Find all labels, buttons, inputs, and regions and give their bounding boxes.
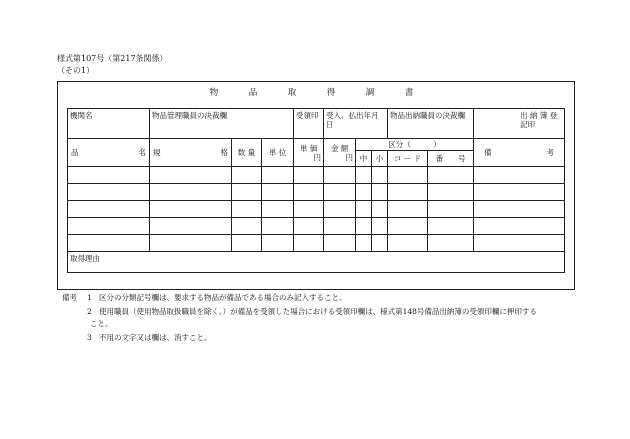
form-sub-number: （その1）: [57, 66, 95, 75]
receipt-stamp-cell[interactable]: [294, 109, 324, 139]
note-1-num: 1: [87, 293, 92, 302]
receipt-stamp-label: 受領印: [296, 111, 319, 120]
table-row[interactable]: [68, 167, 565, 184]
reason-label: 取得理由: [70, 254, 100, 263]
form-number: 様式第107号（第217条関係）: [57, 54, 168, 63]
col-spec-a: 規: [153, 148, 161, 157]
reason-row[interactable]: [68, 252, 565, 273]
col-remarks: [474, 139, 565, 167]
col-small: 小: [372, 151, 388, 167]
col-name-a: 品: [71, 148, 79, 157]
col-amount-label: 金 額: [330, 143, 349, 153]
col-code: コ ー ド: [388, 151, 428, 167]
notes-prefix: 備考: [62, 293, 77, 302]
note-2-num: 2: [87, 307, 92, 316]
agency-cell[interactable]: [68, 109, 150, 139]
note-3-text: 不用の文字又は欄は、消すこと。: [99, 333, 212, 342]
col-amount: [324, 139, 356, 167]
table-row[interactable]: [68, 201, 565, 218]
col-unit: 単 位: [262, 139, 294, 167]
col-remarks-b: 考: [546, 148, 555, 157]
date-label: 受入、払出年月日: [326, 111, 379, 129]
manager-decision-cell[interactable]: [150, 109, 294, 139]
ledger-stamp-cell[interactable]: [474, 109, 565, 139]
manager-decision-label: 物品管理職員の決裁欄: [152, 111, 227, 120]
form-title: 物 品 取 得 調 書: [209, 88, 425, 98]
note-3-num: 3: [87, 333, 92, 342]
col-remarks-a: 備: [484, 148, 492, 157]
agency-label: 機関名: [70, 111, 93, 120]
col-unit-price-yen: 円: [313, 152, 322, 162]
col-number: 番 号: [428, 151, 474, 167]
issue-decision-cell[interactable]: [388, 109, 474, 139]
col-unit-price-label: 単 価: [299, 143, 318, 153]
col-mid: 中: [356, 151, 372, 167]
col-class-header: 区分（ ）: [356, 139, 474, 151]
col-name-b: 名: [138, 148, 146, 157]
note-1-text: 区分の分類記号欄は、要求する物品が備品である場合のみ記入すること。: [99, 293, 347, 302]
col-amount-yen: 円: [345, 152, 354, 162]
table-row[interactable]: [68, 184, 565, 201]
col-unit-price: [294, 139, 324, 167]
col-spec: [150, 139, 232, 167]
form-table: [67, 108, 565, 273]
ledger-stamp-label-2: 記印: [520, 120, 536, 129]
col-spec-b: 格: [220, 148, 228, 157]
column-header-row-1: [68, 139, 565, 151]
header-row: [68, 109, 565, 139]
ledger-stamp-label-1: 出 納 簿 登: [520, 111, 558, 120]
issue-decision-label: 物品出納職員の決裁欄: [390, 111, 466, 120]
table-row[interactable]: [68, 218, 565, 235]
col-quantity: 数 量: [232, 139, 262, 167]
reason-cell[interactable]: [68, 252, 565, 273]
date-cell[interactable]: [324, 109, 388, 139]
form-frame: [57, 81, 575, 290]
col-name: [68, 139, 150, 167]
note-2-text: 使用職員（使用物品取扱職員を除く。）が備品を受領した場合における受領印欄は、様式第148号備品出納簿の受領印欄に押印する: [99, 307, 537, 316]
note-2-cont: こと。: [90, 319, 113, 328]
table-row[interactable]: [68, 235, 565, 252]
